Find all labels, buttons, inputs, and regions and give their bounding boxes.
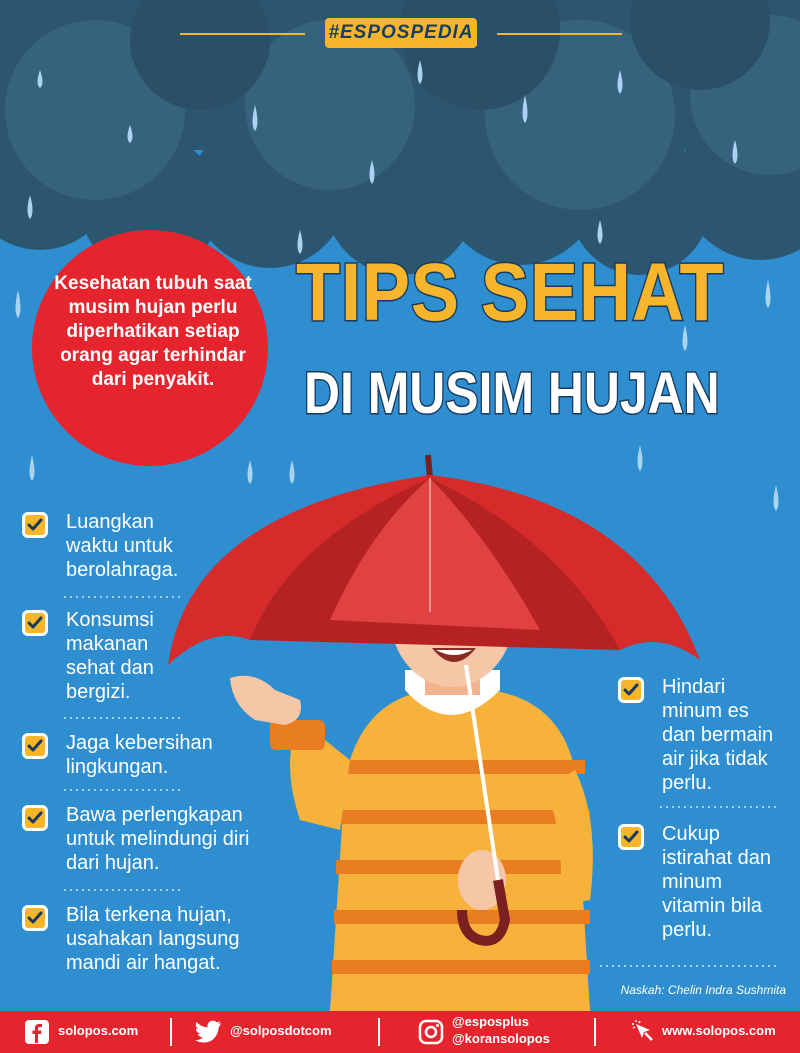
title-line-2: DI MUSIM HUJAN	[304, 361, 720, 426]
check-icon	[22, 905, 48, 931]
tip-line: air jika tidak	[662, 748, 768, 770]
check-icon	[22, 733, 48, 759]
footer-twitter[interactable]: @solposdotcom	[230, 1023, 332, 1038]
tag-line-left	[180, 33, 305, 35]
tip-line: Bila terkena hujan,	[66, 904, 232, 926]
tip-line: Jaga kebersihan	[66, 732, 213, 754]
tip-line: bergizi.	[66, 681, 131, 703]
cursor-icon[interactable]	[632, 1020, 656, 1044]
footer-instagram-1[interactable]: @esposplus	[452, 1014, 529, 1029]
tip-line: makanan	[66, 633, 149, 655]
tip-line: minum es	[662, 700, 749, 722]
facebook-icon[interactable]	[24, 1019, 50, 1045]
tip-line: perlu.	[662, 919, 713, 941]
tip-line: dan bermain	[662, 724, 774, 746]
tip-line: sehat dan	[66, 657, 154, 679]
tip-item	[66, 608, 154, 704]
instagram-icon[interactable]	[418, 1019, 444, 1045]
tip-line: minum	[662, 871, 723, 893]
tip-line: Bawa perlengkapan	[66, 804, 243, 826]
check-icon	[22, 512, 48, 538]
tip-line: vitamin bila	[662, 895, 763, 917]
check-icon	[22, 610, 48, 636]
tip-line: perlu.	[662, 772, 713, 794]
footer-web[interactable]: www.solopos.com	[662, 1023, 776, 1038]
tip-line: dari hujan.	[66, 852, 160, 874]
footer-divider	[170, 1018, 172, 1046]
tip-line: untuk melindungi diri	[66, 828, 250, 850]
check-icon	[618, 677, 644, 703]
tag-badge: #ESPOSPEDIA	[325, 18, 477, 48]
check-icon	[22, 805, 48, 831]
tip-line: lingkungan.	[66, 756, 169, 778]
tip-line: Cukup	[662, 823, 720, 845]
tip-line: berolahraga.	[66, 559, 179, 581]
tip-item	[66, 510, 178, 582]
tip-item	[662, 822, 771, 942]
credit: Naskah: Chelin Indra Sushmita	[620, 983, 786, 997]
twitter-icon[interactable]	[194, 1020, 222, 1044]
footer-divider	[378, 1018, 380, 1046]
tip-line: usahakan langsung	[66, 928, 240, 950]
tip-line: mandi air hangat.	[66, 952, 221, 974]
footer-instagram-2[interactable]: @koransolopos	[452, 1031, 550, 1046]
tag-line-right	[497, 33, 622, 35]
footer-facebook[interactable]: solopos.com	[58, 1023, 139, 1038]
tip-line: Hindari	[662, 676, 726, 698]
footer-divider	[594, 1018, 596, 1046]
check-icon	[618, 824, 644, 850]
tip-line: istirahat dan	[662, 847, 771, 869]
title-line-1: TIPS SEHAT	[296, 247, 725, 338]
tip-line: Luangkan	[66, 511, 154, 533]
tip-item	[66, 803, 249, 875]
tip-line: Konsumsi	[66, 609, 154, 631]
tip-item	[662, 675, 773, 795]
tip-line: waktu untuk	[66, 535, 173, 557]
tip-item	[66, 903, 239, 975]
intro-text: Kesehatan tubuh saat musim hujan perlu diperhatikan setiap orang agar terhindar dari penyakit.	[54, 273, 252, 390]
tip-item	[66, 731, 213, 779]
